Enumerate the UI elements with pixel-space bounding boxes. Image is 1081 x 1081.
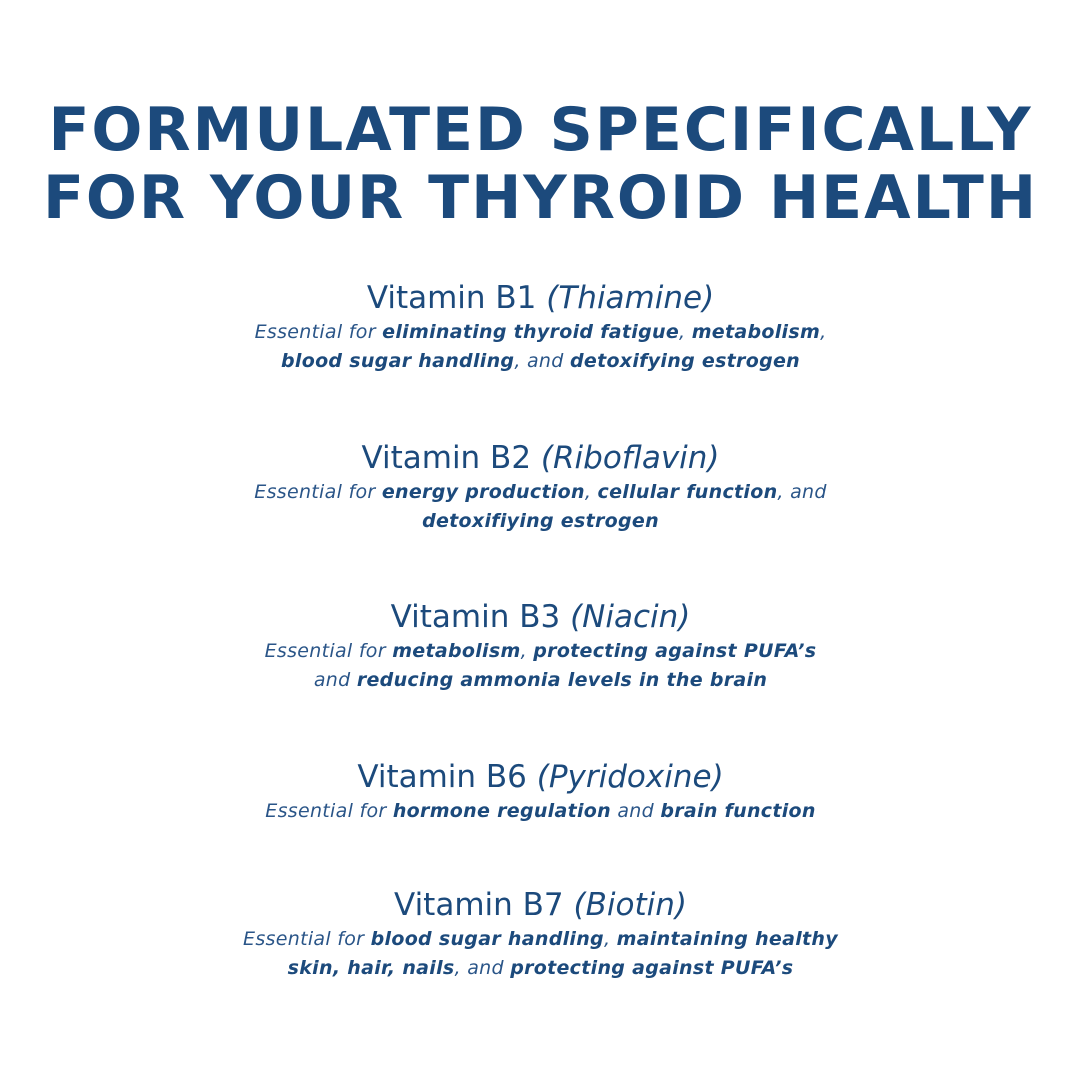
description-text: , <box>679 321 692 343</box>
benefit-highlight: detoxifiying estrogen <box>422 510 659 532</box>
description-text: , <box>820 321 827 343</box>
benefit-highlight: reducing ammonia levels in the brain <box>356 669 768 691</box>
description-line <box>0 797 1081 826</box>
description-text: , <box>584 481 598 503</box>
benefit-highlight: hormone regulation <box>392 800 611 822</box>
description-text: Essential for <box>264 640 393 662</box>
benefit-highlight: detoxifying estrogen <box>569 350 800 372</box>
description-text: Essential for <box>254 481 382 503</box>
description-text: and <box>610 800 661 822</box>
vitamin-item <box>0 885 1081 983</box>
benefit-highlight: metabolism <box>691 321 821 343</box>
benefit-highlight: skin, hair, nails <box>287 957 455 979</box>
description-text: and <box>313 669 357 691</box>
description-line <box>0 637 1081 666</box>
description-text: , <box>520 640 534 662</box>
vitamin-item <box>0 278 1081 376</box>
headline-line-1: FORMULATED SPECIFICALLY <box>48 95 1033 165</box>
vitamin-name: Vitamin B7 <box>394 887 564 923</box>
vitamin-description <box>0 925 1081 983</box>
description-line <box>0 954 1081 983</box>
vitamin-name: Vitamin B3 <box>390 599 561 635</box>
description-text: , and <box>454 957 511 979</box>
vitamin-alt-name: (Niacin) <box>570 599 691 635</box>
benefit-highlight: protecting against PUFA’s <box>510 957 794 979</box>
vitamin-title <box>0 885 1081 925</box>
vitamin-alt-name: (Pyridoxine) <box>536 759 724 795</box>
benefit-highlight: energy production <box>381 481 585 503</box>
vitamin-alt-name: (Biotin) <box>573 887 687 923</box>
benefit-highlight: protecting against PUFA’s <box>533 640 817 662</box>
benefit-highlight: cellular function <box>597 481 778 503</box>
vitamin-item <box>0 597 1081 695</box>
vitamin-item <box>0 438 1081 536</box>
benefit-highlight: blood sugar handling <box>370 928 604 950</box>
vitamin-title <box>0 597 1081 637</box>
description-text: Essential for <box>265 800 393 822</box>
description-text: , and <box>777 481 827 503</box>
description-line <box>0 478 1081 507</box>
description-line <box>0 507 1081 536</box>
vitamin-description <box>0 797 1081 826</box>
vitamin-title <box>0 757 1081 797</box>
description-line <box>0 666 1081 695</box>
benefit-highlight: maintaining healthy <box>616 928 838 950</box>
description-line <box>0 925 1081 954</box>
headline-line-2: FOR YOUR THYROID HEALTH <box>42 163 1039 233</box>
description-text: Essential for <box>254 321 383 343</box>
vitamin-item <box>0 757 1081 826</box>
benefit-highlight: eliminating thyroid fatigue <box>382 321 680 343</box>
vitamin-name: Vitamin B1 <box>366 280 537 316</box>
headline <box>0 96 1081 232</box>
vitamin-title <box>0 438 1081 478</box>
vitamin-title <box>0 278 1081 318</box>
vitamin-name: Vitamin B6 <box>357 759 527 795</box>
vitamin-description <box>0 318 1081 376</box>
description-text: Essential for <box>243 928 371 950</box>
vitamin-description <box>0 478 1081 536</box>
description-line <box>0 318 1081 347</box>
description-text: , <box>603 928 617 950</box>
vitamin-name: Vitamin B2 <box>361 440 532 476</box>
description-text: , and <box>514 350 570 372</box>
vitamin-alt-name: (Thiamine) <box>546 280 715 316</box>
benefit-highlight: brain function <box>660 800 816 822</box>
vitamin-alt-name: (Riboflavin) <box>540 440 720 476</box>
benefit-highlight: blood sugar handling <box>281 350 515 372</box>
benefit-highlight: metabolism <box>392 640 521 662</box>
vitamin-description <box>0 637 1081 695</box>
description-line <box>0 347 1081 376</box>
